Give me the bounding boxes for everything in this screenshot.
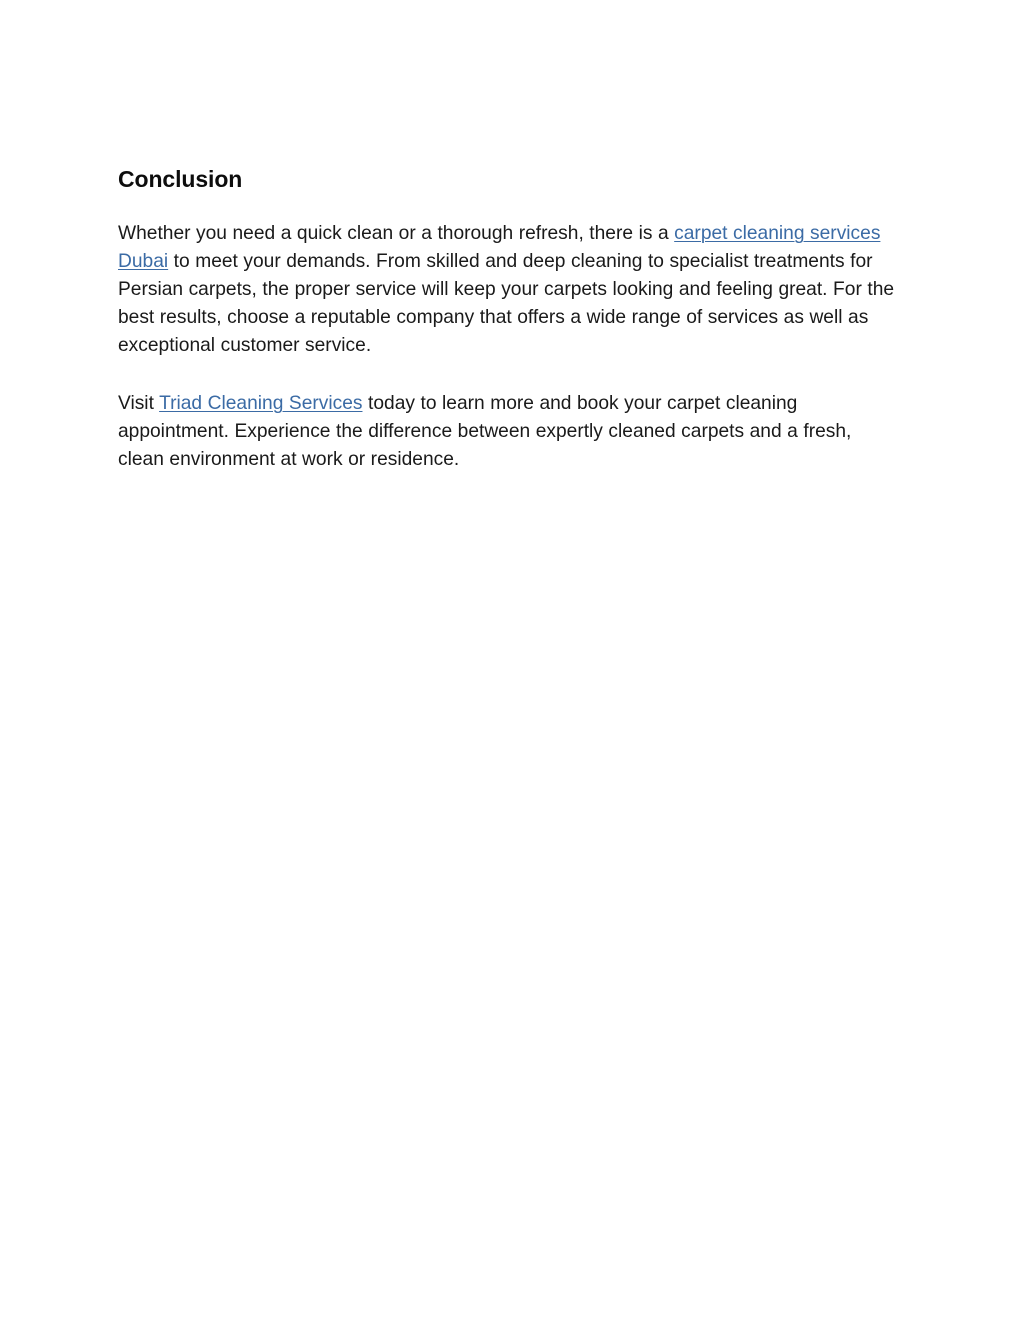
paragraph-conclusion-2 — [118, 390, 902, 475]
link-triad-cleaning-services[interactable]: Triad Cleaning Services — [159, 392, 363, 414]
document-body — [118, 166, 902, 474]
paragraph-conclusion-1 — [118, 220, 902, 361]
paragraph-2-text-before: Visit — [118, 392, 160, 414]
page-title: Conclusion — [118, 166, 243, 192]
link-carpet-cleaning-services-dubai[interactable]: carpet cleaning services Dubai — [118, 222, 881, 272]
paragraph-1-text-after: to meet your demands. From skilled and deep cleaning to specialist treatments for Persian carpets, the proper service will keep your carpets looking and feeling great. For the best results, choose a reputable company that offers a wide range of services as well as exceptional customer service. — [118, 250, 895, 357]
paragraph-2-text-after: today to learn more and book your carpet cleaning appointment. Experience the difference between expertly cleaned carpets and a fresh, clean environment at work or residence. — [118, 392, 852, 471]
paragraph-1-text-before: Whether you need a quick clean or a thorough refresh, there is a — [118, 222, 675, 244]
